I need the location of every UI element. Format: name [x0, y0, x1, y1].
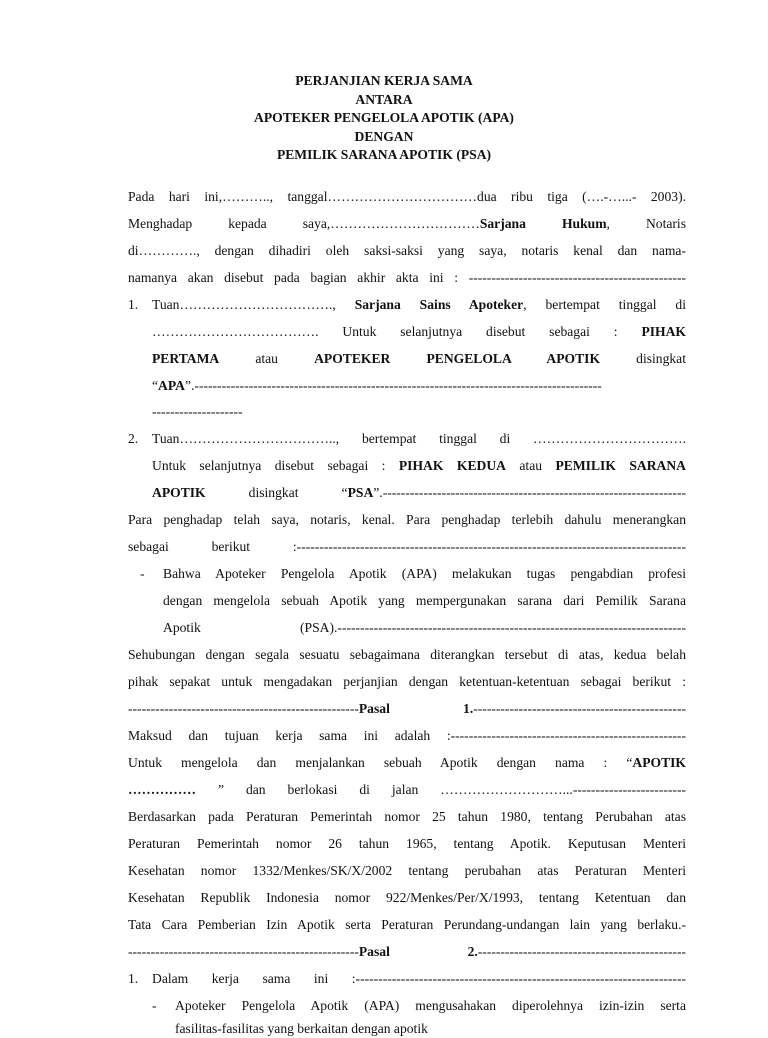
text-line-d1a	[163, 565, 686, 583]
text-segment: Maksud dan tujuan kerja sama ini adalah :----------------------------------------------------	[128, 728, 686, 743]
text-segment: Kesehatan nomor 1332/Menkes/SK/X/2002 tentang perubahan atas Peraturan Menteri	[128, 863, 686, 878]
bold-segment: Sarjana Sains Apoteker	[354, 297, 524, 312]
bold-segment: PIHAK KEDUA	[398, 458, 506, 473]
text-line-p4c	[128, 781, 686, 799]
text-line-d2a	[175, 997, 686, 1015]
list-marker-m3: -	[140, 566, 145, 581]
text-line-p2a	[128, 511, 686, 529]
text-segment: atau	[219, 351, 315, 366]
bold-segment: Sarjana Hukum	[479, 216, 607, 231]
text-line-p4a	[128, 727, 686, 745]
text-line-p1b	[128, 215, 686, 233]
text-segment: Tuan…………………………….,	[152, 297, 355, 312]
text-segment: , Notaris	[606, 216, 686, 231]
text-segment: “	[152, 378, 159, 393]
title-line-4: DENGAN	[354, 128, 414, 144]
text-line-p5c	[128, 862, 686, 880]
list-marker-m2: 2.	[128, 431, 139, 446]
text-segment: dengan mengelola sebuah Apotik yang mempergunakan sarana dari Pemilik Sarana	[163, 593, 686, 608]
text-segment: ”.-------------------------------------------------------------------	[373, 485, 686, 500]
text-segment: ”.------------------------------------------------------------------------------------------	[184, 378, 602, 393]
text-line-p3b	[128, 673, 686, 691]
text-segment: Menghadap kepada saya,……………………………	[128, 216, 480, 231]
text-segment: -----------------------------------------------	[473, 701, 686, 716]
text-line-n2a	[152, 430, 686, 448]
text-line-n2c	[152, 484, 686, 502]
title-line-2: ANTARA	[355, 91, 413, 107]
text-segment: di…………., dengan dihadiri oleh saksi-saksi yang saya, notaris kenal dan nama-	[128, 243, 686, 258]
text-segment: pihak sepakat untuk mengadakan perjanjian dengan ketentuan-ketentuan sebagai berikut :	[128, 674, 686, 689]
bold-segment: Pasal 1.	[358, 701, 474, 716]
text-segment: Peraturan Pemerintah nomor 26 tahun 1965, tentang Apotik. Keputusan Menteri	[128, 836, 686, 851]
text-line-pasal1	[128, 700, 686, 718]
text-segment: Dalam kerja sama ini :-------------------------------------------------------------------------	[152, 971, 686, 986]
text-line-d1c	[163, 619, 686, 637]
text-line-n1b	[152, 323, 686, 341]
text-line-n1c	[152, 350, 686, 368]
text-segment: ----------------------------------------------	[477, 944, 686, 959]
text-segment: Apotik (PSA).-----------------------------------------------------------------------------	[163, 620, 686, 635]
text-segment: Tata Cara Pemberian Izin Apotik serta Peraturan Perundang-undangan lain yang berlaku.-	[128, 917, 686, 932]
text-segment: Pada hari ini,……….., tanggal……………………………dua ribu tiga (….-…...- 2003).	[128, 189, 686, 204]
text-segment: fasilitas-fasilitas yang berkaitan dengan apotik	[175, 1021, 428, 1036]
text-segment: disingkat	[600, 351, 686, 366]
text-segment: Tuan…………………………….., bertempat tinggal di …………………………….	[152, 431, 686, 446]
text-line-p5b	[128, 835, 686, 853]
text-line-p1a	[128, 188, 686, 206]
text-line-p5e	[128, 916, 686, 934]
text-segment: Untuk selanjutnya disebut sebagai :	[152, 458, 399, 473]
bold-segment: APA	[158, 378, 185, 393]
text-segment: Berdasarkan pada Peraturan Pemerintah nomor 25 tahun 1980, tentang Perubahan atas	[128, 809, 686, 824]
bold-segment: PIHAK	[641, 324, 686, 339]
text-segment: Untuk mengelola dan menjalankan sebuah Apotik dengan nama : “	[128, 755, 633, 770]
text-line-n3a	[152, 970, 686, 988]
text-segment: ---------------------------------------------------	[128, 701, 359, 716]
bold-segment: PERTAMA	[152, 351, 220, 366]
text-line-n1d	[152, 377, 686, 395]
text-segment: --------------------	[152, 404, 243, 419]
text-segment: atau	[505, 458, 556, 473]
list-marker-m4: 1.	[128, 971, 139, 986]
text-line-n1e	[152, 403, 686, 421]
title-line-5: PEMILIK SARANA APOTIK (PSA)	[276, 147, 492, 162]
text-segment: sebagai berikut :--------------------------------------------------------------------------------------	[128, 539, 686, 554]
bold-segment: ……………	[128, 782, 218, 797]
bold-segment: PSA	[347, 485, 374, 500]
text-segment: ” dan berlokasi di jalan ………………………...-------------------------	[217, 782, 686, 797]
text-segment: Sehubungan dengan segala sesuatu sebagaimana diterangkan tersebut di atas, kedua belah	[128, 647, 686, 662]
title-line-1: PERJANJIAN KERJA SAMA	[295, 73, 473, 88]
text-line-n1a	[152, 296, 686, 314]
text-line-p5d	[128, 889, 686, 907]
text-line-d2b	[175, 1020, 686, 1038]
bold-segment: PEMILIK SARANA	[555, 458, 686, 473]
bold-segment: APOTIK	[152, 485, 206, 500]
text-segment: namanya akan disebut pada bagian akhir akta ini : ------------------------------------------------	[128, 270, 686, 285]
text-line-p1c	[128, 242, 686, 260]
text-segment: , bertempat tinggal di	[523, 297, 686, 312]
text-segment: Kesehatan Republik Indonesia nomor 922/Menkes/Per/X/1993, tentang Ketentuan dan	[128, 890, 686, 905]
list-marker-m5: -	[152, 998, 157, 1013]
bold-segment: APOTEKER PENGELOLA APOTIK	[314, 351, 601, 366]
bold-segment: APOTIK	[632, 755, 686, 770]
text-line-pasal2	[128, 943, 686, 961]
text-line-p4b	[128, 754, 686, 772]
text-line-p1d	[128, 269, 686, 287]
text-line-p2b	[128, 538, 686, 556]
title-line-3: APOTEKER PENGELOLA APOTIK (APA)	[254, 110, 514, 125]
text-segment: disingkat “	[205, 485, 348, 500]
text-line-d1b	[163, 592, 686, 610]
text-line-p5a	[128, 808, 686, 826]
text-segment: Para penghadap telah saya, notaris, kenal. Para penghadap terlebih dahulu menerangkan	[128, 512, 686, 527]
document-title	[0, 72, 768, 165]
text-segment: ---------------------------------------------------	[128, 944, 359, 959]
bold-segment: Pasal 2.	[358, 944, 478, 959]
text-line-n2b	[152, 457, 686, 475]
text-segment: ………………………………. Untuk selanjutnya disebut sebagai :	[152, 324, 642, 339]
list-marker-m1: 1.	[128, 297, 139, 312]
text-segment: Apoteker Pengelola Apotik (APA) mengusahakan diperolehnya izin-izin serta	[175, 998, 686, 1013]
text-line-p3a	[128, 646, 686, 664]
text-segment: Bahwa Apoteker Pengelola Apotik (APA) melakukan tugas pengabdian profesi	[163, 566, 686, 581]
